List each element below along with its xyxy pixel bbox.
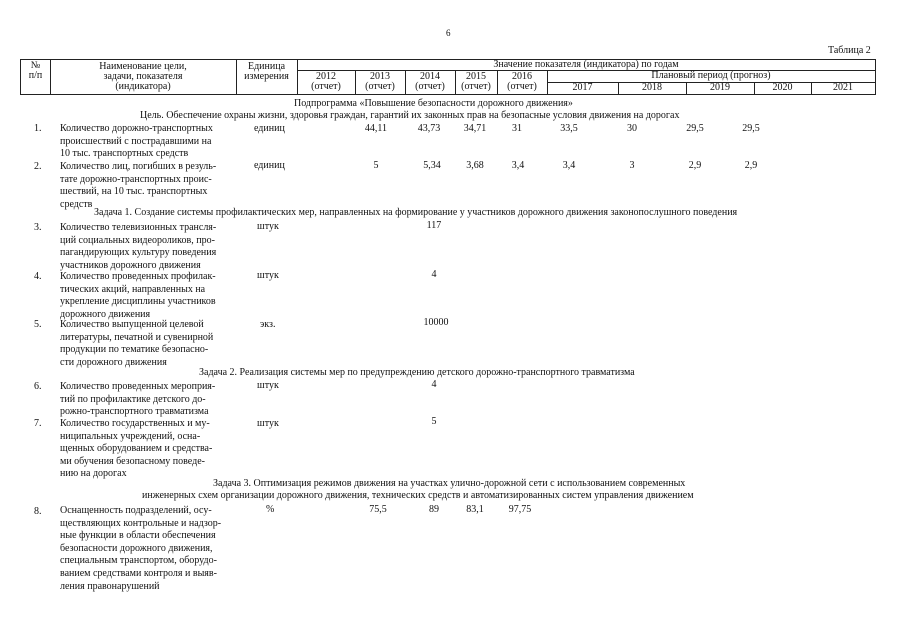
row-name-line: ниципальных учреждений, осна- xyxy=(60,430,201,442)
row-indicator-name xyxy=(60,222,236,272)
header-year-2014 xyxy=(405,72,455,92)
row-number: 8. xyxy=(34,506,42,517)
header-unit-line: измерения xyxy=(244,71,289,82)
row-name-line: тических акций, направленных на xyxy=(60,283,206,295)
row-name-line: дорожного движения xyxy=(60,308,151,320)
row-unit: штук xyxy=(257,221,279,232)
header-unit-line: Единица xyxy=(247,61,286,72)
value-2017: 3,4 xyxy=(562,160,576,171)
header-year-2021: 2021 xyxy=(833,82,853,93)
table-header xyxy=(20,59,876,95)
row-indicator-name xyxy=(60,505,236,593)
row-name-line: Количество проведенных мероприя- xyxy=(60,381,216,392)
value-2014: 117 xyxy=(426,220,442,231)
task3-heading-line1: Задача 3. Оптимизация режимов движения на участках улично-дорожной сети с использованием современных xyxy=(213,478,686,489)
row-name-line: 10 тыс. транспортных средств xyxy=(60,148,189,160)
header-year-sub: (отчет) xyxy=(415,81,445,92)
header-year-sub: (отчет) xyxy=(507,81,537,92)
row-number: 5. xyxy=(34,319,42,330)
row-number: 1. xyxy=(34,123,42,134)
value-2014: 5,34 xyxy=(423,160,441,171)
row-name-line: ций социальных видеороликов, про- xyxy=(60,234,215,246)
row-number: 4. xyxy=(34,271,42,282)
header-year-2012 xyxy=(297,72,355,92)
row-name-line: происшествий с пострадавшими на xyxy=(60,135,212,147)
header-name-line: (индикатора) xyxy=(115,81,171,92)
row-name-line: ществляющих контрольные и надзор- xyxy=(60,517,222,529)
row-unit: штук xyxy=(257,380,279,391)
row-name-line: сти дорожного движения xyxy=(60,356,167,368)
row-unit: единиц xyxy=(254,160,285,171)
task2-heading: Задача 2. Реализация системы мер по предупреждению детского дорожно-транспортного травматизма xyxy=(199,367,635,378)
header-name-line: Наименование цели, xyxy=(99,61,187,72)
row-indicator-name xyxy=(60,271,236,321)
row-name-line: безопасности дорожного движения, xyxy=(60,542,213,554)
row-name-line: Количество телевизионных трансля- xyxy=(60,222,217,233)
task3-heading-line2: инженерных схем организации дорожного движения, технических средств и автоматизированных систем управления движением xyxy=(142,490,694,501)
value-2013: 5 xyxy=(373,160,379,171)
header-year-label: 2016 xyxy=(512,71,532,82)
row-name-line: тате дорожно-транспортных проис- xyxy=(60,173,212,185)
row-indicator-name xyxy=(60,418,236,481)
header-year-sub: (отчет) xyxy=(365,81,395,92)
row-name-line: средств xyxy=(60,198,93,210)
row-name-line: рожно-транспортного травматизма xyxy=(60,406,209,418)
header-unit xyxy=(236,62,297,82)
header-num-line: № xyxy=(30,60,41,71)
value-2017: 33,5 xyxy=(560,123,578,134)
header-year-2018: 2018 xyxy=(642,82,662,93)
row-name-line: ления правонарушений xyxy=(60,580,160,592)
row-name-line: Количество государственных и му- xyxy=(60,418,210,429)
subprogram-heading: Подпрограмма «Повышение безопасности дорожного движения» xyxy=(294,98,573,109)
header-num-line: п/п xyxy=(28,70,43,81)
row-unit: % xyxy=(266,504,275,515)
row-unit: единиц xyxy=(254,123,285,134)
header-year-2017: 2017 xyxy=(572,82,593,93)
value-2019: 29,5 xyxy=(686,123,704,134)
value-2015: 34,71 xyxy=(463,123,487,134)
header-year-sub: (отчет) xyxy=(311,81,341,92)
row-name-line: пагандирующих культуру поведения xyxy=(60,247,217,259)
row-name-line: Оснащенность подразделений, осу- xyxy=(60,505,212,516)
value-2013: 75,5 xyxy=(369,504,387,515)
row-name-line: литературы, печатной и сувенирной xyxy=(60,331,214,343)
value-2018: 3 xyxy=(629,160,635,171)
row-name-line: ми обучения безопасному поведе- xyxy=(60,455,205,467)
row-name-line: ванием средствами контроля и выяв- xyxy=(60,567,217,579)
header-year-label: 2012 xyxy=(316,71,336,82)
header-name xyxy=(50,62,236,92)
header-year-2020: 2020 xyxy=(772,82,793,93)
value-2015: 83,1 xyxy=(466,504,484,515)
value-2014: 10000 xyxy=(423,317,449,328)
value-2014: 5 xyxy=(431,416,437,427)
value-2014: 4 xyxy=(431,379,437,390)
row-name-line: продукции по тематике безопасно- xyxy=(60,344,209,356)
row-name-line: участников дорожного движения xyxy=(60,259,201,271)
row-indicator-name xyxy=(60,319,236,369)
header-year-2019: 2019 xyxy=(710,82,730,93)
row-number: 7. xyxy=(34,418,42,429)
header-year-label: 2015 xyxy=(466,71,486,82)
task1-heading: Задача 1. Создание системы профилактических мер, направленных на формирование у участников дорожного движения законопослушного поведения xyxy=(94,207,738,218)
row-name-line: Количество лиц, погибших в резуль- xyxy=(60,161,217,172)
row-name-line: Количество проведенных профилак- xyxy=(60,271,216,282)
row-name-line: тий по профилактике детского до- xyxy=(60,393,206,405)
value-2015: 3,68 xyxy=(466,160,484,171)
header-year-label: 2014 xyxy=(420,71,440,82)
row-indicator-name xyxy=(60,381,236,419)
row-name-line: нию на дорогах xyxy=(60,468,127,480)
row-unit: штук xyxy=(257,418,279,429)
header-year-2016 xyxy=(497,72,547,92)
value-2019: 2,9 xyxy=(688,160,702,171)
row-name-line: укрепление дисциплины участников xyxy=(60,296,216,308)
value-2016: 97,75 xyxy=(508,504,532,515)
header-name-line: задачи, показателя xyxy=(103,71,183,82)
value-2014: 43,73 xyxy=(417,123,441,134)
page-number: 6 xyxy=(446,28,451,38)
value-2016: 3,4 xyxy=(511,160,525,171)
row-unit: штук xyxy=(257,270,279,281)
value-2014: 89 xyxy=(429,504,439,515)
header-values-title: Значение показателя (индикатора) по годам xyxy=(493,59,679,70)
row-unit: экз. xyxy=(260,319,276,330)
row-name-line: специальным транспортом, оборудо- xyxy=(60,555,217,567)
header-year-label: 2013 xyxy=(370,71,390,82)
value-2014: 4 xyxy=(431,269,437,280)
row-name-line: ные функции в области обеспечения xyxy=(60,530,216,542)
header-year-sub: (отчет) xyxy=(461,81,491,92)
header-plan-title: Плановый период (прогноз) xyxy=(651,70,771,81)
row-indicator-name xyxy=(60,161,236,211)
header-num xyxy=(21,61,50,81)
value-2016: 31 xyxy=(512,123,522,134)
value-2013: 44,11 xyxy=(364,123,388,134)
value-2020: 29,5 xyxy=(742,123,760,134)
goal-heading: Цель. Обеспечение охраны жизни, здоровья граждан, гарантий их законных прав на безопасные условия движения на дорогах xyxy=(140,110,680,121)
row-name-line: щенных оборудованием и средства- xyxy=(60,443,213,455)
row-number: 3. xyxy=(34,222,42,233)
row-name-line: Количество дорожно-транспортных xyxy=(60,123,213,134)
value-2020: 2,9 xyxy=(744,160,758,171)
header-year-2013 xyxy=(355,72,405,92)
header-year-2015 xyxy=(455,72,497,92)
row-number: 2. xyxy=(34,161,42,172)
row-indicator-name xyxy=(60,123,236,161)
table-label: Таблица 2 xyxy=(828,45,871,56)
row-name-line: Количество выпущенной целевой xyxy=(60,319,204,330)
row-name-line: шествий, на 10 тыс. транспортных xyxy=(60,186,208,198)
value-2018: 30 xyxy=(627,123,637,134)
row-number: 6. xyxy=(34,381,42,392)
